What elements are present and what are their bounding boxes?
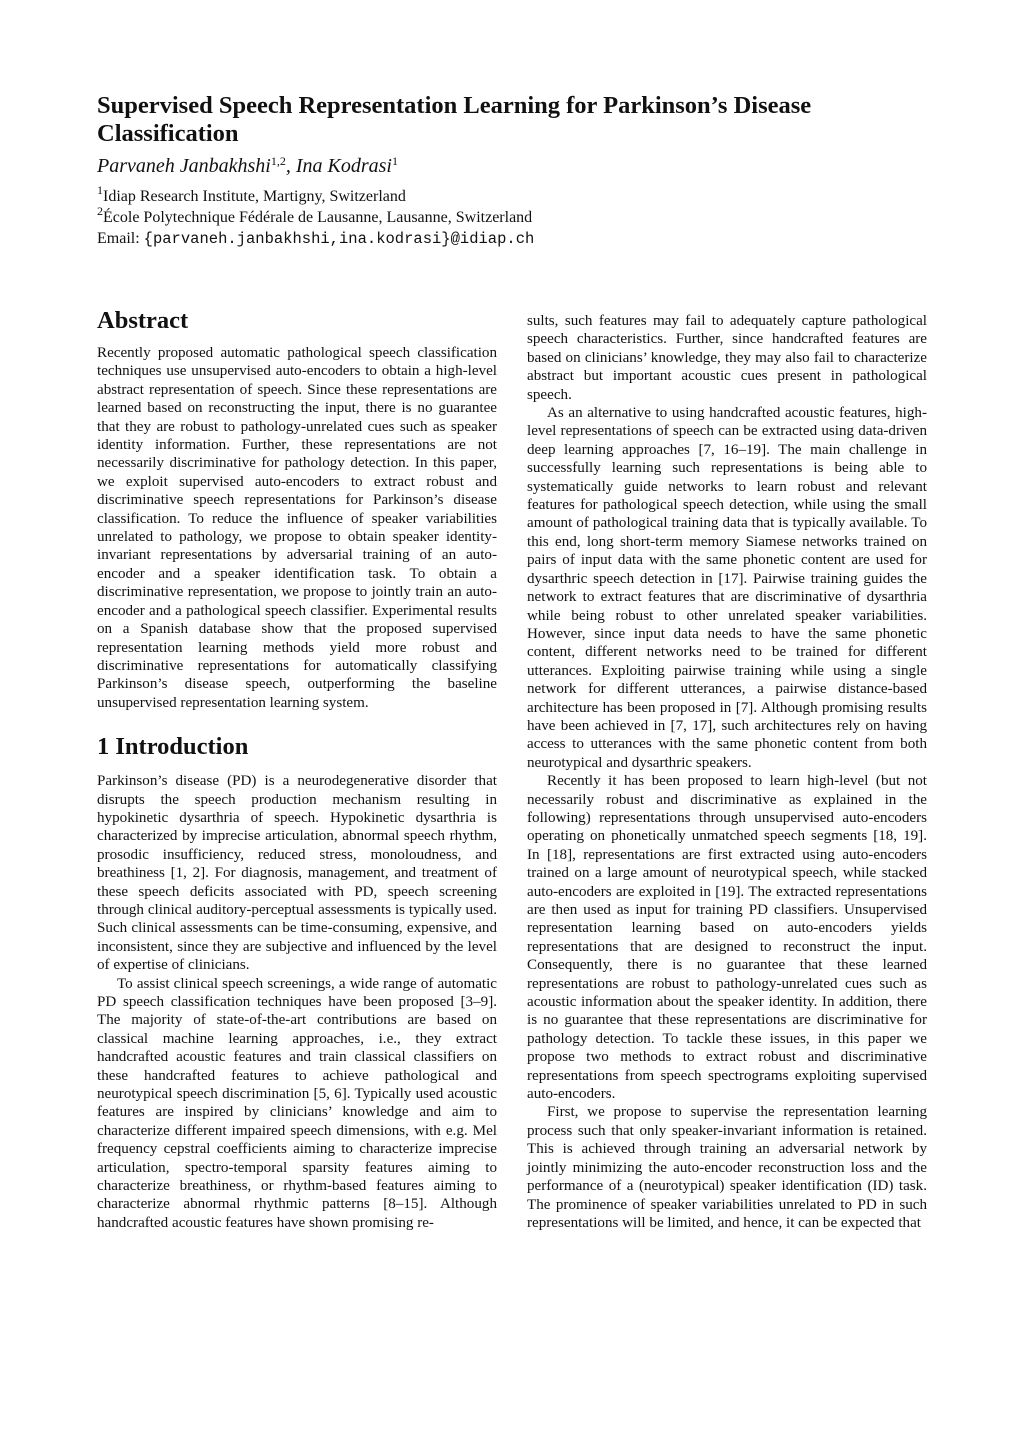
email-line: [97, 229, 534, 249]
affiliation-marker: 2: [97, 204, 103, 218]
left-column: [97, 306, 497, 1232]
author-separator: ,: [285, 155, 296, 177]
paper-title: Supervised Speech Representation Learning for Parkinson’s Disease Classification: [97, 92, 812, 147]
intro-paragraph: First, we propose to supervise the representation learning process such that only speaker-invariant information is retained. This is achieved through training an adversarial network by jointly minimizing the auto-encoder reconstruction loss and the performance of a (neurotypical) speaker identification (ID) task. The prominence of speaker variabilities unrelated to PD in such representations will be limited, and hence, it can be expected that: [527, 1104, 927, 1231]
intro-paragraph: Parkinson’s disease (PD) is a neurodegenerative disorder that disrupts the speech production mechanism resulting in hypokinetic dysarthria of speech. Hypokinetic dysarthria is characterized by imprecise articulation, abnormal speech rhythm, prosodic insufficiency, reduced stress, monoloudness, and breathiness [1, 2]. For diagnosis, management, and treatment of these speech deficits associated with PD, speech screening through clinical auditory-perceptual assessments is typically used. Such clinical assessments can be time-consuming, expensive, and inconsistent, since they are subjective and influenced by the level of expertise of clinicians.: [97, 773, 497, 974]
author-name: Ina Kodrasi: [295, 155, 392, 177]
author-affiliation-marker: 1: [391, 154, 398, 168]
email-address: {parvaneh.janbakhshi,ina.kodrasi}@idiap.ch: [143, 230, 535, 248]
affiliation-1: [97, 183, 406, 207]
intro-paragraph: To assist clinical speech screenings, a wide range of automatic PD speech classification techniques have been proposed [3–9]. The majority of state-of-the-art contributions are based on classical machine learning approaches, i.e., they extract handcrafted acoustic features and train classical classifiers on these handcrafted features to achieve pathological and neurotypical speech discrimination [5, 6]. Typically used acoustic features are inspired by clinicians’ knowledge and aim to characterize different impaired speech dimensions, with e.g. Mel frequency cepstral coefficients aiming to characterize imprecise articulation, spectro-temporal sparsity features aiming to characterize breathiness, or rhythm-based features aiming to characterize abnormal rhythmic patterns [8–15]. Although handcrafted acoustic features have shown promising re-: [97, 975, 497, 1231]
intro-paragraph: sults, such features may fail to adequately capture pathological speech characteristics. Further, since handcrafted features are based on clinicians’ knowledge, they may also fail to characterize abstract but important acoustic cues present in pathological speech.: [527, 313, 927, 403]
abstract-text: Recently proposed automatic pathological speech classification techniques use unsupervised auto-encoders to obtain a high-level abstract representation of speech. Since these representations are learned based on reconstructing the input, there is no guarantee that they are robust to pathology-unrelated cues such as speaker identity information. Further, these representations are not necessarily discriminative for pathology detection. In this paper, we exploit supervised auto-encoders to extract robust and discriminative speech representations for Parkinson’s disease classification. To reduce the influence of speaker variabilities unrelated to pathology, we propose to obtain speaker identity-invariant representations by adversarial training of an auto-encoder and a speaker identification task. To obtain a discriminative representation, we propose to jointly train an auto-encoder and a pathological speech classifier. Experimental results on a Spanish database show that the proposed supervised representation learning methods yield more robust and discriminative representations for automatically classifying Parkinson’s disease speech, outperforming the baseline unsupervised representation learning system.: [97, 345, 497, 711]
affiliation-text: École Polytechnique Fédérale de Lausanne, Lausanne, Switzerland: [103, 209, 533, 226]
affiliation-2: [97, 204, 533, 228]
author-name: Parvaneh Janbakhshi: [97, 155, 271, 177]
email-label: Email:: [97, 230, 140, 247]
author-line: [97, 154, 398, 178]
affiliation-text: Idiap Research Institute, Martigny, Switzerland: [103, 188, 406, 205]
introduction-heading: 1 Introduction: [97, 733, 249, 761]
abstract-heading: Abstract: [97, 307, 189, 334]
intro-paragraph: Recently it has been proposed to learn high-level (but not necessarily robust and discriminative as explained in the following) representations through unsupervised auto-encoders operating on phonetically unmatched speech segments [18, 19]. In [18], representations are first extracted using auto-encoders trained on a large amount of neurotypical speech, while stacked auto-encoders are exploited in [19]. The extracted representations are then used as input for training PD classifiers. Unsupervised representation learning based on auto-encoders yields representations that are designed to reconstruct the input. Consequently, there is no guarantee that these learned representations are robust to pathology-unrelated cues such as acoustic information about the speaker identity. In addition, there is no guarantee that these representations are discriminative for pathology detection. To tackle these issues, in this paper we propose two methods to extract robust and discriminative representations from speech spectrograms exploiting supervised auto-encoders.: [527, 773, 927, 1103]
right-column: [527, 312, 927, 1232]
affiliation-marker: 1: [97, 183, 103, 197]
intro-paragraph: As an alternative to using handcrafted acoustic features, high-level representations of speech can be extracted using data-driven deep learning approaches [7, 16–19]. The main challenge in successfully learning such representations is being able to systematically guide networks to learn robust and relevant features for pathological speech detection, while using the small amount of pathological training data that is typically available. To this end, long short-term memory Siamese networks trained on pairs of input data with the same phonetic content are used for dysarthric speech detection in [17]. Pairwise training guides the network to extract features that are discriminative of dysarthria while being robust to other unrelated speaker variabilities. However, since input data needs to have the same phonetic content, different networks need to be trained for different utterances. Exploiting pairwise training while using a single network for different utterances, a pairwise distance-based architecture has been proposed in [7]. Although promising results have been achieved in [7, 17], such architectures rely on having access to utterances with the same phonetic content from both neurotypical and dysarthric speakers.: [527, 405, 927, 771]
author-affiliation-marker: 1,2: [270, 154, 286, 168]
